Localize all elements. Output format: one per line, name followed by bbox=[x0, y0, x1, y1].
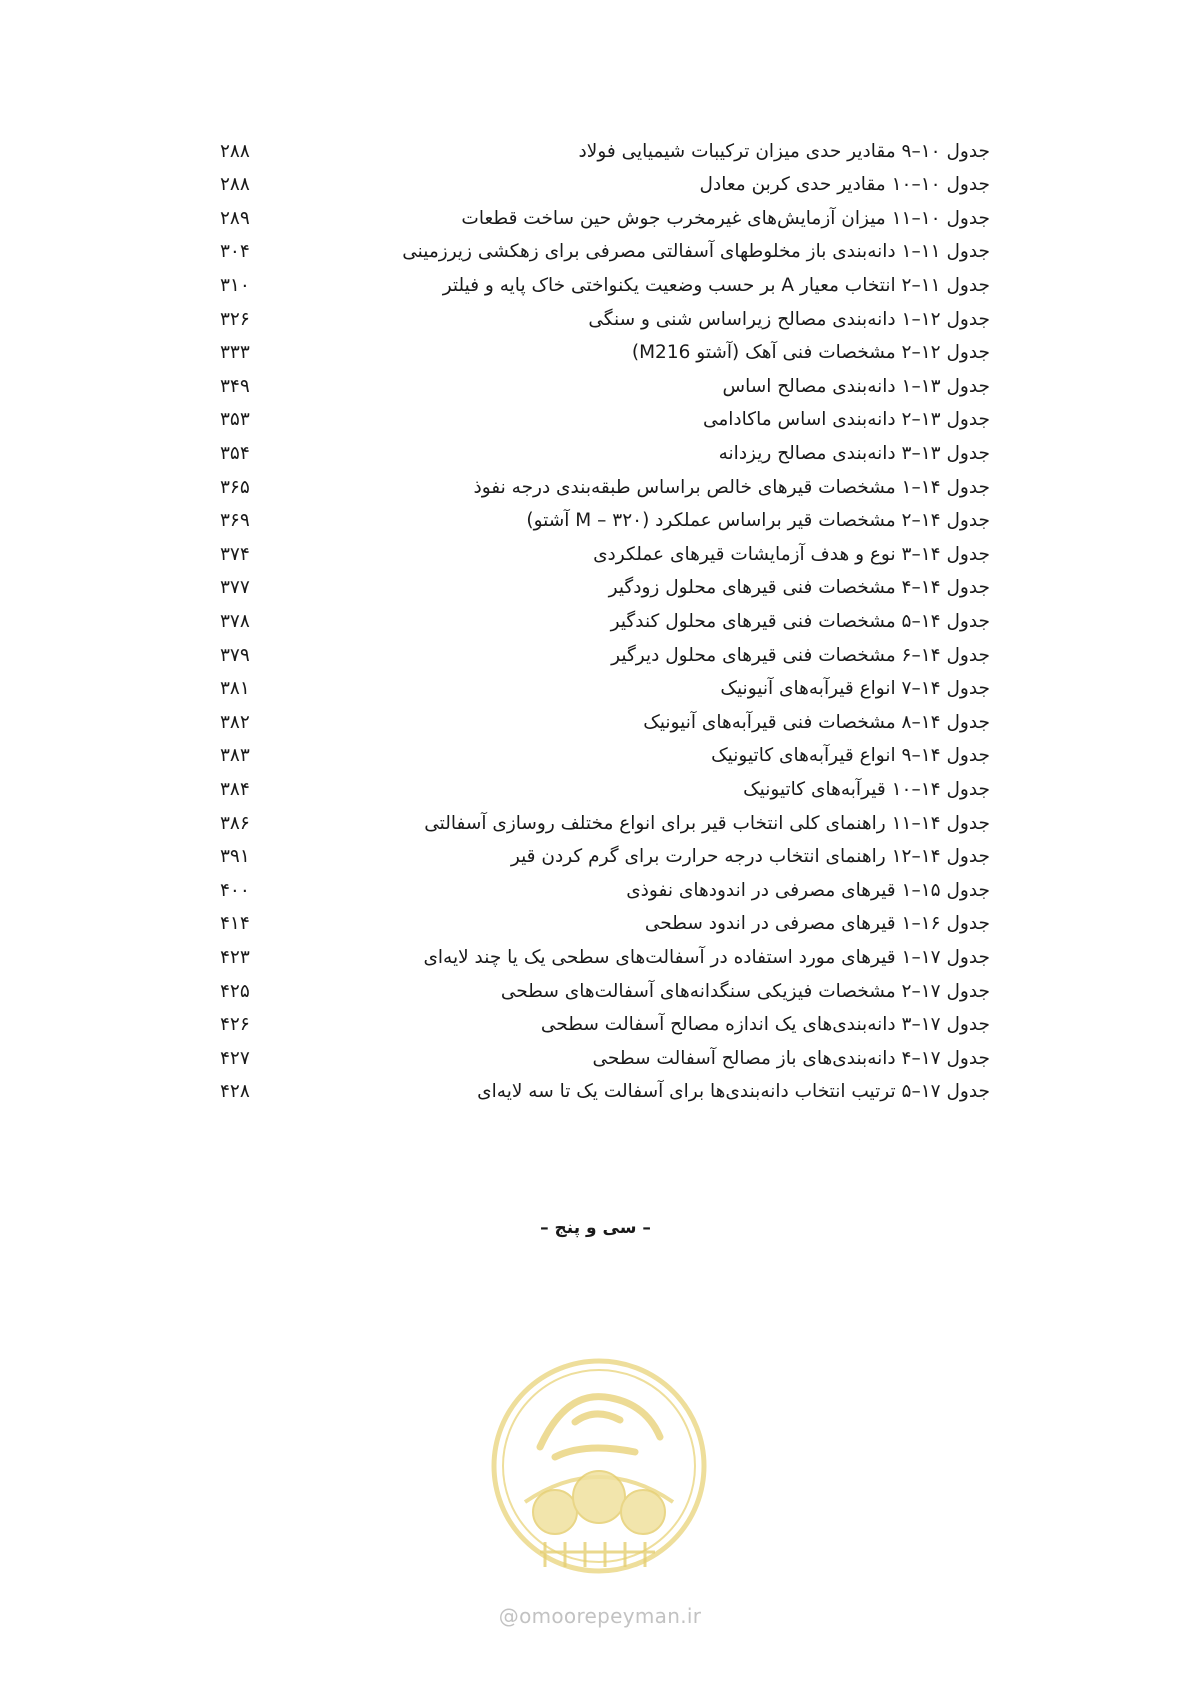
toc-row bbox=[220, 402, 990, 438]
toc-row bbox=[220, 133, 990, 169]
toc-row bbox=[220, 167, 990, 203]
toc-row-title: جدول ۱۶–۱ قیرهای مصرفی در اندود سطحی bbox=[644, 913, 990, 935]
toc-row-title: جدول ۱۴–۳ نوع و هدف آزمایشات قیرهای عملکردی bbox=[593, 543, 990, 565]
toc-row bbox=[220, 637, 990, 673]
toc-row bbox=[220, 503, 990, 539]
toc-row-title: جدول ۱۴–۱ مشخصات قیرهای خالص براساس طبقه‌بندی درجه نفوذ bbox=[473, 476, 990, 498]
toc-row-title: جدول ۱۱–۲ انتخاب معیار A بر حسب وضعیت یکنواختی خاک پایه و فیلتر bbox=[442, 274, 990, 296]
toc-row bbox=[220, 671, 990, 707]
toc-row-page: ۳۸۳ bbox=[220, 745, 250, 767]
toc-row-page: ۳۹۱ bbox=[220, 846, 250, 868]
toc-row bbox=[220, 939, 990, 975]
toc-row bbox=[220, 906, 990, 942]
toc-row-title: جدول ۱۰–۹ مقادیر حدی میزان ترکیبات شیمیایی فولاد bbox=[578, 140, 990, 162]
toc-row-page: ۳۶۵ bbox=[220, 476, 250, 498]
toc-row-page: ۳۳۳ bbox=[220, 342, 250, 364]
toc-row-page: ۴۰۰ bbox=[220, 879, 250, 901]
toc-row-page: ۳۶۹ bbox=[220, 510, 250, 532]
toc-row-page: ۴۲۸ bbox=[220, 1081, 250, 1103]
toc-row-title: جدول ۱۰–۱۰ مقادیر حدی کربن معادل bbox=[699, 174, 990, 196]
toc-row-title: جدول ۱۴–۵ مشخصات فنی قیرهای محلول کندگیر bbox=[610, 610, 990, 632]
toc-row-page: ۴۲۵ bbox=[220, 980, 250, 1002]
publisher-seal-logo bbox=[485, 1352, 713, 1580]
toc-row-page: ۳۰۴ bbox=[220, 241, 250, 263]
toc-row-page: ۲۸۸ bbox=[220, 174, 250, 196]
toc-row-page: ۳۷۴ bbox=[220, 543, 250, 565]
toc-row bbox=[220, 603, 990, 639]
watermark-url: @omoorepeyman.ir bbox=[498, 1604, 702, 1628]
toc-row bbox=[220, 1074, 990, 1110]
toc-row bbox=[220, 536, 990, 572]
toc-row-page: ۳۸۶ bbox=[220, 812, 250, 834]
toc-row-title: جدول ۱۴–۹ انواع قیرآبه‌های کاتیونیک bbox=[711, 745, 990, 767]
toc-row-page: ۲۸۹ bbox=[220, 207, 250, 229]
toc-row-title: جدول ۱۴–۴ مشخصات فنی قیرهای محلول زودگیر bbox=[608, 577, 990, 599]
toc-row-page: ۳۵۴ bbox=[220, 442, 250, 464]
toc-row-page: ۳۷۹ bbox=[220, 644, 250, 666]
toc-row-title: جدول ۱۳–۳ دانه‌بندی مصالح ریزدانه bbox=[718, 442, 990, 464]
toc-row-page: ۴۱۴ bbox=[220, 913, 250, 935]
toc-row bbox=[220, 469, 990, 505]
toc-row-title: جدول ۱۷–۴ دانه‌بندی‌های باز مصالح آسفالت سطحی bbox=[592, 1047, 990, 1069]
toc-row-page: ۳۴۹ bbox=[220, 375, 250, 397]
toc-row bbox=[220, 301, 990, 337]
toc-row-title: جدول ۱۷–۱ قیرهای مورد استفاده در آسفالت‌های سطحی یک یا چند لایه‌ای bbox=[423, 946, 990, 968]
toc-row-title: جدول ۱۴–۷ انواع قیرآبه‌های آنیونیک bbox=[720, 678, 990, 700]
toc-row-title: جدول ۱۴–۲ مشخصات قیر براساس عملکرد (۳۲۰ – M آشتو) bbox=[526, 510, 990, 532]
toc-row-title: جدول ۱۷–۵ ترتیب انتخاب دانه‌بندی‌ها برای آسفالت یک تا سه لایه‌ای bbox=[477, 1081, 990, 1103]
toc-row-page: ۳۸۴ bbox=[220, 778, 250, 800]
toc-row bbox=[220, 805, 990, 841]
toc-row-title: جدول ۱۲–۱ دانه‌بندی مصالح زیراساس شنی و سنگی bbox=[588, 308, 990, 330]
toc-row-page: ۳۷۷ bbox=[220, 577, 250, 599]
toc-row-title: جدول ۱۷–۳ دانه‌بندی‌های یک اندازه مصالح آسفالت سطحی bbox=[540, 1014, 990, 1036]
toc-row bbox=[220, 200, 990, 236]
toc-row-page: ۳۱۰ bbox=[220, 274, 250, 296]
toc-row-title: جدول ۱۵–۱ قیرهای مصرفی در اندودهای نفوذی bbox=[626, 879, 990, 901]
toc-row bbox=[220, 872, 990, 908]
toc-row bbox=[220, 973, 990, 1009]
toc-row bbox=[220, 704, 990, 740]
toc-row-title: جدول ۱۲–۲ مشخصات فنی آهک (آشتو M216) bbox=[631, 342, 990, 364]
toc-row-page: ۲۸۸ bbox=[220, 140, 250, 162]
toc-row-page: ۴۲۷ bbox=[220, 1047, 250, 1069]
toc-row-title: جدول ۱۰–۱۱ میزان آزمایش‌های غیرمخرب جوش حین ساخت قطعات bbox=[461, 207, 990, 229]
toc-row-title: جدول ۱۴–۸ مشخصات فنی قیرآبه‌های آنیونیک bbox=[643, 711, 990, 733]
toc-row bbox=[220, 335, 990, 371]
toc-row-title: جدول ۱۳–۱ دانه‌بندی مصالح اساس bbox=[722, 375, 990, 397]
toc-row bbox=[220, 1040, 990, 1076]
toc-row bbox=[220, 839, 990, 875]
toc-row-page: ۳۷۸ bbox=[220, 610, 250, 632]
page-number-footer: – سی و پنج – bbox=[540, 1218, 651, 1238]
toc-row bbox=[220, 368, 990, 404]
toc-row-page: ۳۵۳ bbox=[220, 409, 250, 431]
toc-row bbox=[220, 234, 990, 270]
toc-row-title: جدول ۱۴–۱۱ راهنمای کلی انتخاب قیر برای انواع مختلف روسازی آسفالتی bbox=[424, 812, 990, 834]
toc-row bbox=[220, 738, 990, 774]
toc-row bbox=[220, 1007, 990, 1043]
toc-row-page: ۴۲۶ bbox=[220, 1014, 250, 1036]
toc-row-page: ۳۸۲ bbox=[220, 711, 250, 733]
toc-row-title: جدول ۱۳–۲ دانه‌بندی اساس ماکادامی bbox=[702, 409, 990, 431]
toc-row-page: ۳۸۱ bbox=[220, 678, 250, 700]
toc-row-page: ۳۲۶ bbox=[220, 308, 250, 330]
toc-row-title: جدول ۱۱–۱ دانه‌بندی باز مخلوطهای آسفالتی مصرفی برای زهکشی زیرزمینی bbox=[402, 241, 990, 263]
toc-row-title: جدول ۱۴–۱۰ قیرآبه‌های کاتیونیک bbox=[743, 778, 990, 800]
toc-row bbox=[220, 771, 990, 807]
toc-row-title: جدول ۱۴–۱۲ راهنمای انتخاب درجه حرارت برای گرم کردن قیر bbox=[510, 846, 990, 868]
toc-row-page: ۴۲۳ bbox=[220, 946, 250, 968]
toc-row-title: جدول ۱۷–۲ مشخصات فیزیکی سنگدانه‌های آسفالت‌های سطحی bbox=[500, 980, 990, 1002]
toc-row-title: جدول ۱۴–۶ مشخصات فنی قیرهای محلول دیرگیر bbox=[611, 644, 990, 666]
toc-row bbox=[220, 435, 990, 471]
toc-row bbox=[220, 267, 990, 303]
toc-row bbox=[220, 570, 990, 606]
